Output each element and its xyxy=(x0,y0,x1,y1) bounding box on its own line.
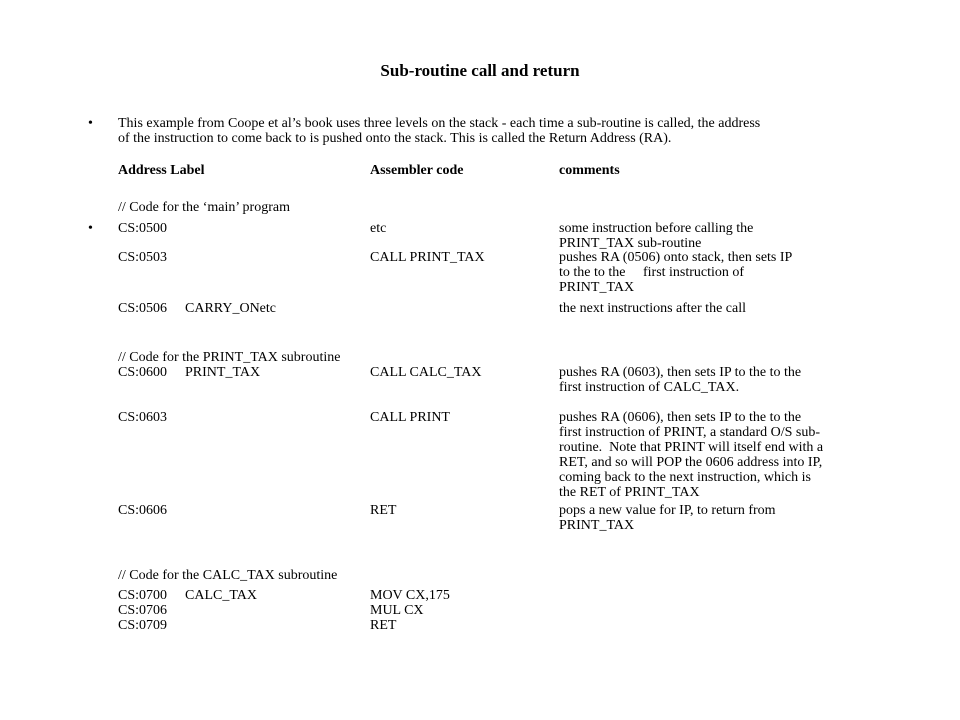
header-comments: comments xyxy=(559,163,620,178)
comment-0603-6: the RET of PRINT_TAX xyxy=(559,485,700,500)
section-calc-comment: // Code for the CALC_TAX subroutine xyxy=(118,568,338,583)
comment-0500-2: PRINT_TAX sub-routine xyxy=(559,236,702,251)
comment-0603-2: first instruction of PRINT, a standard O/S sub- xyxy=(559,425,821,440)
section-print-comment: // Code for the PRINT_TAX subroutine xyxy=(118,350,341,365)
address-0706: CS:0706 xyxy=(118,603,168,618)
main-bullet: • xyxy=(88,221,93,236)
address-0506: CS:0506 xyxy=(118,301,168,316)
code-0606: RET xyxy=(370,503,397,518)
comment-0606-1: pops a new value for IP, to return from xyxy=(559,503,776,518)
label-0506: CARRY_ONetc xyxy=(185,301,276,316)
intro-line-1: This example from Coope et al’s book uses three levels on the stack - each time a sub-routine is called, the address xyxy=(118,116,761,131)
code-0503: CALL PRINT_TAX xyxy=(370,250,485,265)
section-main-comment: // Code for the ‘main’ program xyxy=(118,200,290,215)
address-0709: CS:0709 xyxy=(118,618,168,633)
address-0606: CS:0606 xyxy=(118,503,168,518)
comment-0603-4: RET, and so will POP the 0606 address into IP, xyxy=(559,455,823,470)
address-0600: CS:0600 xyxy=(118,365,168,380)
comment-0603-1: pushes RA (0606), then sets IP to the to the xyxy=(559,410,802,425)
intro-line-2: of the instruction to come back to is pushed onto the stack. This is called the Return Address (RA). xyxy=(118,131,672,146)
code-0700: MOV CX,175 xyxy=(370,588,450,603)
page-title: Sub-routine call and return xyxy=(380,61,580,80)
label-0700: CALC_TAX xyxy=(185,588,257,603)
code-0706: MUL CX xyxy=(370,603,424,618)
comment-0600-2: first instruction of CALC_TAX. xyxy=(559,380,740,395)
comment-0500-1: some instruction before calling the xyxy=(559,221,754,236)
comment-0503-1: pushes RA (0506) onto stack, then sets IP xyxy=(559,250,793,265)
intro-bullet: • xyxy=(88,116,93,131)
address-0503: CS:0503 xyxy=(118,250,168,265)
header-assembler: Assembler code xyxy=(370,163,464,178)
comment-0506: the next instructions after the call xyxy=(559,301,746,316)
code-0709: RET xyxy=(370,618,397,633)
comment-0503-3: PRINT_TAX xyxy=(559,280,635,295)
address-0700: CS:0700 xyxy=(118,588,168,603)
comment-0600-1: pushes RA (0603), then sets IP to the to the xyxy=(559,365,802,380)
comment-0603-5: coming back to the next instruction, which is xyxy=(559,470,811,485)
code-0603: CALL PRINT xyxy=(370,410,450,425)
header-address-label: Address Label xyxy=(118,163,205,178)
comment-0606-2: PRINT_TAX xyxy=(559,518,635,533)
comment-0503-2: to the to the first instruction of xyxy=(559,265,745,280)
label-0600: PRINT_TAX xyxy=(185,365,261,380)
code-0600: CALL CALC_TAX xyxy=(370,365,482,380)
comment-0603-3: routine. Note that PRINT will itself end with a xyxy=(559,440,824,455)
address-0500: CS:0500 xyxy=(118,221,168,236)
address-0603: CS:0603 xyxy=(118,410,168,425)
code-0500: etc xyxy=(370,221,387,236)
